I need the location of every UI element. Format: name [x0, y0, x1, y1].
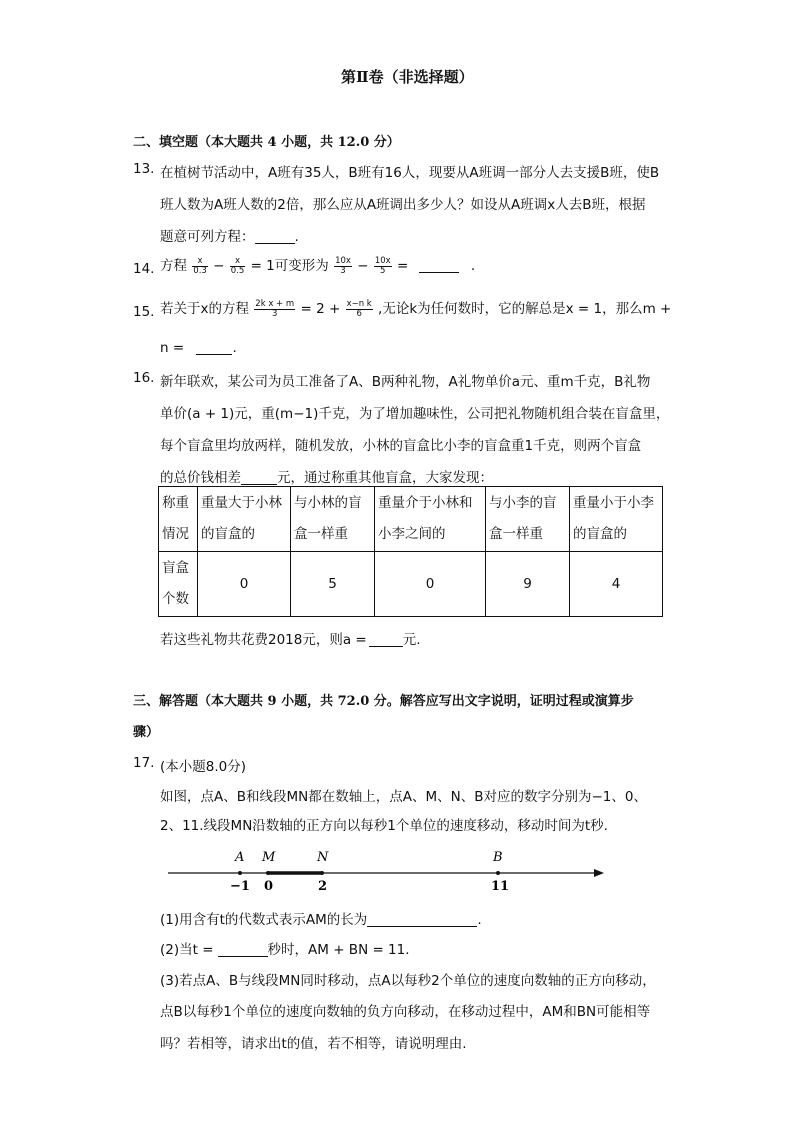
q16-blank-1[interactable] — [241, 470, 277, 485]
header-line: 盒一样重 — [489, 526, 543, 542]
point-a-dot — [238, 871, 242, 875]
table-header-cell — [291, 487, 375, 552]
q16-blank-2[interactable] — [369, 632, 403, 647]
q14-f2-den: 0.5 — [230, 265, 245, 276]
q16-line2: 单价(a + 1)元，重(m−1)千克，为了增加趣味性，公司把礼物随机组合装在盲盒里， — [160, 406, 670, 422]
q17-part3-line3: 吗？若相等，请求出t的值，若不相等，请说明理由. — [160, 1036, 467, 1052]
table-cell: 5 — [291, 552, 375, 617]
q17-p2-blank[interactable] — [218, 942, 268, 957]
q14-minus-2: − — [357, 258, 369, 274]
table-cell: 0 — [375, 552, 486, 617]
label-a: A — [235, 850, 245, 865]
row-header-line: 个数 — [162, 591, 189, 607]
q16-line3: 每个盲盒里均放两样，随机发放，小林的盲盒比小李的盲盒重1千克，则两个盲盒 — [160, 438, 642, 454]
q14-f4-num: 10x — [374, 255, 391, 266]
q15-equation — [160, 297, 671, 319]
q16-line4 — [160, 466, 493, 486]
q17-part3-line1: (3)若点A、B与线段MN同时移动，点A以每秒2个单位的速度向数轴的正方向移动， — [160, 973, 656, 989]
q15-f1-den: 3 — [272, 308, 278, 319]
header-line: 的盲盒的 — [201, 526, 255, 542]
header-line: 的盲盒的 — [573, 526, 627, 542]
q16-number: 16. — [133, 370, 155, 386]
q14-eq: = — [396, 258, 409, 274]
table-header-cell — [375, 487, 486, 552]
q14-f1-den: 0.3 — [193, 265, 207, 276]
q17-part1 — [160, 908, 482, 928]
q15-fraction-2 — [346, 300, 373, 319]
header-line: 重量大于小林 — [201, 495, 282, 511]
label-b: B — [493, 850, 503, 865]
q16-after-a: 若这些礼物共花费2018元，则a = — [160, 632, 367, 648]
q13-line3-text: 题意可列方程： — [160, 229, 255, 245]
q17-line2: 2、11.线段MN沿数轴的正方向以每秒1个单位的速度移动，移动时间为t秒. — [160, 818, 608, 834]
q13-line2: 班人数为A班人数的2倍，那么应从A班调出多少人？如设从A班调x人去B班，根据 — [160, 197, 646, 213]
q15-mid: = 2 + — [300, 301, 341, 317]
page-title: 第Ⅱ卷（非选择题） — [341, 68, 474, 86]
row-header-line: 盲盒 — [162, 560, 189, 576]
q14-answer-blank[interactable] — [419, 258, 459, 273]
q16-after-table — [160, 628, 421, 648]
q16-line4a: 的总价钱相差 — [160, 470, 241, 486]
value-b: 11 — [491, 879, 510, 894]
q16-weight-table — [158, 486, 663, 617]
q14-fraction-3 — [334, 257, 352, 276]
label-m: M — [262, 850, 276, 865]
header-line: 与小李的盲 — [489, 495, 557, 511]
q14-end: . — [470, 258, 476, 274]
header-line: 称重 — [162, 495, 189, 511]
table-header-cell — [486, 487, 570, 552]
q13-number: 13. — [133, 161, 155, 177]
table-header-cell — [570, 487, 663, 552]
q14-number: 14. — [133, 261, 155, 277]
q17-number-line — [160, 842, 610, 897]
value-m: 0 — [264, 879, 274, 894]
q17-line1: 如图，点A、B和线段MN都在数轴上，点A、M、N、B对应的数字分别为−1、0、 — [160, 789, 647, 805]
section-2-heading: 二、填空题（本大题共 4 小题，共 12.0 分） — [133, 135, 400, 150]
q17-p1-blank[interactable] — [367, 912, 477, 927]
value-a: −1 — [230, 879, 250, 894]
q14-mid: = 1可变形为 — [250, 258, 329, 274]
q15-line2: n = . — [160, 340, 237, 356]
header-line: 盒一样重 — [294, 526, 348, 542]
q15-f2-num: x−n k — [346, 298, 372, 309]
q14-prefix: 方程 — [160, 258, 187, 274]
label-n: N — [317, 850, 329, 865]
q17-part3-line2: 点B以每秒1个单位的速度向数轴的负方向移动，在移动过程中，AM和BN可能相等 — [160, 1004, 651, 1020]
q15-fraction-1 — [254, 300, 295, 319]
q14-f3-den: 3 — [340, 265, 346, 276]
q17-score: (本小题8.0分) — [160, 759, 247, 775]
q13-line1: 在植树节活动中，A班有35人，B班有16人，现要从A班调一部分人去支援B班，使B — [160, 165, 660, 181]
table-row-header — [159, 552, 198, 617]
q17-number: 17. — [133, 755, 155, 771]
table-row — [159, 552, 663, 617]
q15-f1-num: 2k x + m — [255, 298, 295, 309]
q17-part2 — [160, 938, 410, 958]
q14-fraction-4 — [374, 257, 392, 276]
q14-f2-num: x — [230, 257, 246, 267]
q15-f2-den: 6 — [356, 308, 362, 319]
header-line: 与小林的盲 — [294, 495, 362, 511]
q14-fraction-2 — [230, 257, 246, 276]
q14-f1-num: x — [192, 257, 208, 267]
q14-f4-den: 5 — [380, 265, 386, 276]
q17-p2a: (2)当t = — [160, 942, 214, 958]
q15-prefix: 若关于x的方程 — [160, 301, 249, 317]
q15-answer-blank[interactable] — [196, 340, 232, 355]
header-line: 小李之间的 — [378, 526, 446, 542]
table-cell: 0 — [198, 552, 291, 617]
table-cell: 4 — [570, 552, 663, 617]
q15-number: 15. — [133, 304, 155, 320]
q17-p1a: (1)用含有t的代数式表示AM的长为 — [160, 912, 368, 928]
q17-p2b: 秒时，AM + BN = 11. — [267, 942, 410, 958]
q16-line4b: 元，通过称重其他盲盒，大家发现： — [277, 470, 493, 486]
table-header-cell — [159, 487, 198, 552]
table-header-cell — [198, 487, 291, 552]
q14-minus: − — [213, 258, 225, 274]
q14-fraction-1 — [192, 257, 208, 276]
value-n: 2 — [318, 879, 328, 894]
q16-line1: 新年联欢，某公司为员工准备了A、B两种礼物，A礼物单价a元、重m千克，B礼物 — [160, 374, 651, 390]
q17-p1b: . — [477, 912, 482, 928]
number-line-arrow-icon — [594, 869, 604, 877]
point-b-dot — [496, 871, 500, 875]
point-m-dot — [266, 871, 270, 875]
q13-line3: 题意可列方程： . — [160, 229, 299, 245]
header-line: 重量介于小林和 — [378, 495, 473, 511]
section-3-heading-line1: 三、解答题（本大题共 9 小题，共 72.0 分。解答应写出文字说明，证明过程或演算步 — [133, 694, 634, 709]
header-line: 情况 — [162, 526, 189, 542]
q16-after-b: 元. — [402, 632, 421, 648]
table-row — [159, 487, 663, 552]
point-n-dot — [320, 871, 324, 875]
q14-equation — [160, 254, 475, 276]
q13-answer-blank[interactable] — [255, 229, 295, 244]
header-line: 重量小于小李 — [573, 495, 654, 511]
table-cell: 9 — [486, 552, 570, 617]
q15-suffix: ,无论k为任何数时，它的解总是x = 1，那么m + — [378, 301, 672, 317]
q14-f3-num: 10x — [335, 255, 351, 266]
section-3-heading-line2: 骤） — [133, 725, 160, 740]
q15-line2-text: n = — [160, 340, 185, 356]
